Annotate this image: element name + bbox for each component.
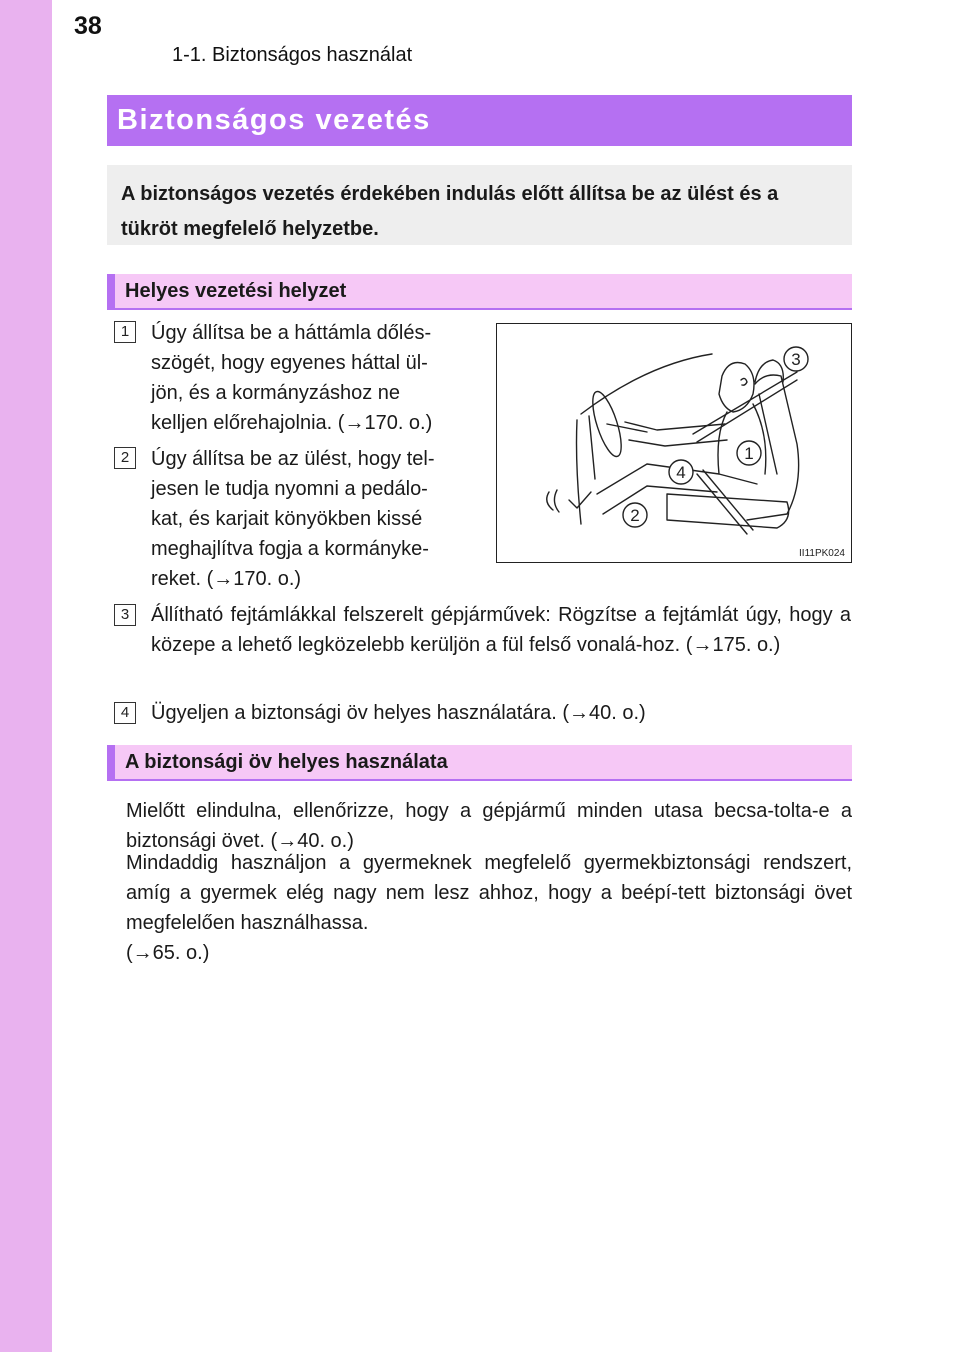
callout-2: 2 xyxy=(630,506,640,525)
subheading-seatbelt-usage xyxy=(107,745,852,781)
page-title: Biztonságos vezetés xyxy=(117,104,431,136)
intro-text: A biztonságos vezetés érdekében indulás előtt állítsa be az ülést és a tükröt megfelelő helyzetbe. xyxy=(121,183,779,240)
page-number: 38 xyxy=(74,12,102,40)
text-line: kat, és karjait könyökben kissé xyxy=(151,508,423,530)
driver-seat-drawing xyxy=(497,324,850,561)
side-color-tab xyxy=(0,0,52,1352)
seatbelt-paragraph-2-ref: (→65. o.) xyxy=(126,942,210,964)
item-1-text xyxy=(151,318,486,438)
text-line: jön, és a kormányzáshoz ne xyxy=(151,382,401,404)
text-line: reket. (→170. o.) xyxy=(151,568,302,590)
title-banner xyxy=(107,95,852,146)
item-number-badge: 4 xyxy=(114,702,136,724)
text-line: meghajlítva fogja a kormányke- xyxy=(151,538,429,560)
seatbelt-paragraph-1: Mielőtt elindulna, ellenőrizze, hogy a gépjármű minden utasa becsa-tolta-e a biztonsági övet. (→40. o.) xyxy=(126,800,852,852)
item-number-badge: 1 xyxy=(114,321,136,343)
intro-box xyxy=(107,165,852,245)
text-line: kelljen előrehajolnia. (→170. o.) xyxy=(151,412,433,434)
callout-3: 3 xyxy=(791,350,801,369)
subheading-text: Helyes vezetési helyzet xyxy=(125,279,347,302)
item-number-badge: 2 xyxy=(114,447,136,469)
text-line: jesen le tudja nyomni a pedálo- xyxy=(151,478,428,500)
text-line: Úgy állítsa be a háttámla dőlés- xyxy=(151,322,432,344)
figure-code: II11PK024 xyxy=(799,548,845,559)
callout-1: 1 xyxy=(744,444,754,463)
driving-position-illustration xyxy=(496,323,852,563)
subheading-driving-position xyxy=(107,274,852,310)
callout-4: 4 xyxy=(676,463,686,482)
item-3-text: Állítható fejtámlákkal felszerelt gépjárművek: Rögzítse a fejtámlát úgy, hogy a közepe a lehető legközelebb kerüljön a fül felső vonalá-hoz. (→175. o.) xyxy=(151,604,851,656)
seatbelt-paragraph-2: Mindaddig használjon a gyermeknek megfelelő gyermekbiztonsági rendszert, amíg a gyermek elég nagy nem lesz ahhoz, hogy a beépí-tett biztonsági övet megfelelően használhassa. xyxy=(126,852,852,934)
section-header: 1-1. Biztonságos használat xyxy=(172,44,413,66)
item-4-text: Ügyeljen a biztonsági öv helyes használatára. (→40. o.) xyxy=(151,702,646,724)
text-line: szögét, hogy egyenes háttal ül- xyxy=(151,352,428,374)
item-2-text xyxy=(151,444,486,594)
item-number-badge: 3 xyxy=(114,604,136,626)
text-line: Úgy állítsa be az ülést, hogy tel- xyxy=(151,448,435,470)
subheading-text: A biztonsági öv helyes használata xyxy=(125,750,448,773)
